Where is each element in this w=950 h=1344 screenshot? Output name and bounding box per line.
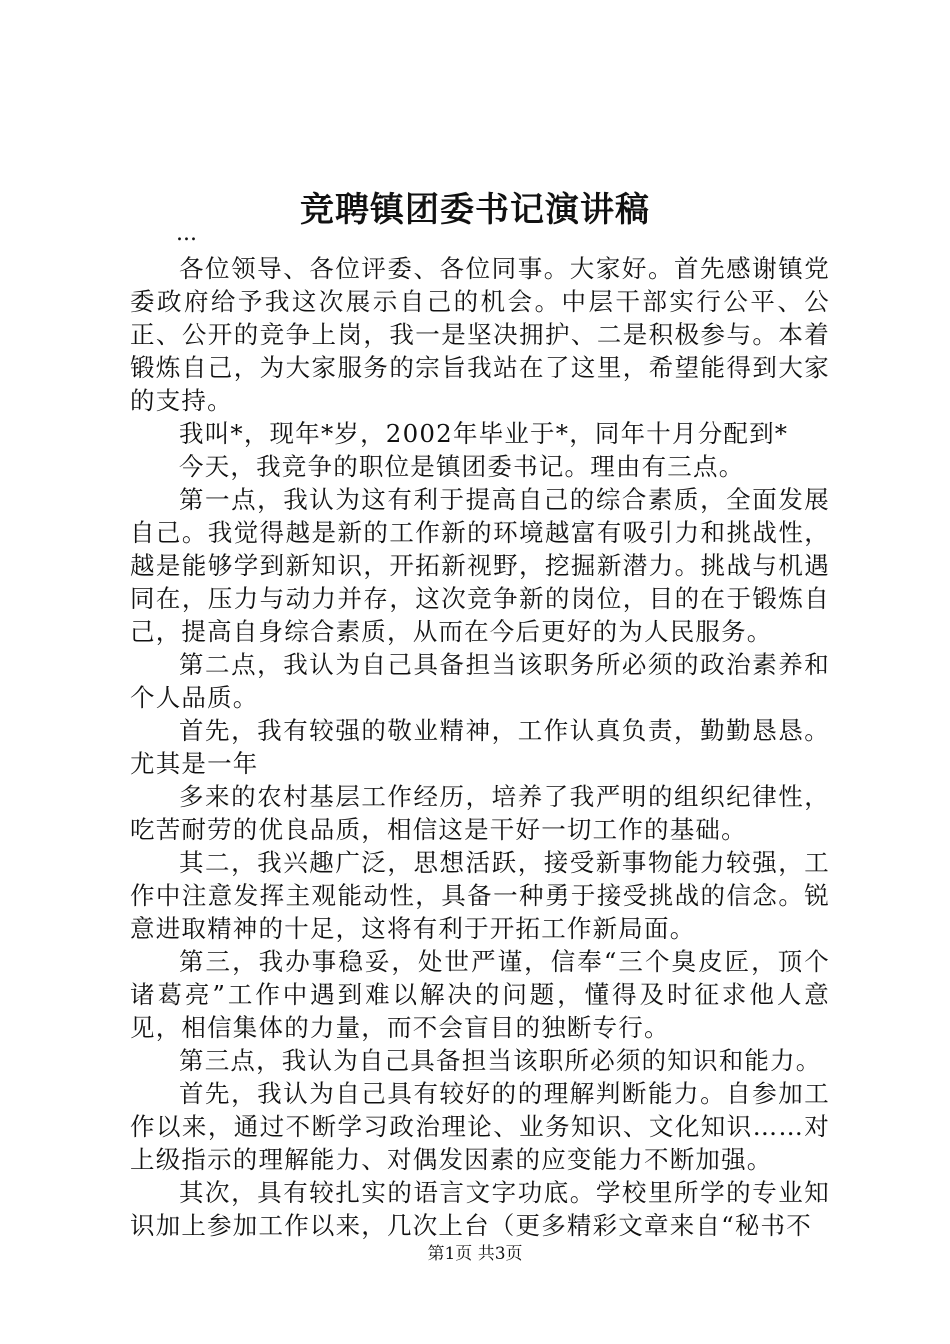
document-body bbox=[130, 222, 830, 1242]
paragraph-rural-experience: 多来的农村基层工作经历，培养了我严明的组织纪律性，吃苦耐劳的优良品质，相信这是干好一切工作的基础。 bbox=[130, 782, 830, 844]
paragraph-understanding-ability: 首先，我认为自己具有较好的的理解判断能力。自参加工作以来，通过不断学习政治理论、业务知识、文化知识……对上级指示的理解能力、对偶发因素的应变能力不断加强。 bbox=[130, 1079, 830, 1174]
paragraph-point-two: 第二点，我认为自己具备担当该职务所必须的政治素养和个人品质。 bbox=[130, 650, 830, 712]
page-footer: 第1页 共3页 bbox=[427, 1244, 523, 1264]
paragraph-point-one: 第一点，我认为这有利于提高自己的综合素质，全面发展自己。我觉得越是新的工作新的环境越富有吸引力和挑战性，越是能够学到新知识，开拓新视野，挖掘新潜力。挑战与机遇同在，压力与动力并存，这次竞争新的岗位，目的在于锻炼自己，提高自身综合素质，从而在今后更好的为人民服务。 bbox=[130, 485, 830, 646]
ellipsis-marker: ... bbox=[176, 221, 197, 246]
paragraph-second-quality: 其二，我兴趣广泛，思想活跃，接受新事物能力较强，工作中注意发挥主观能动性，具备一种勇于接受挑战的信念。锐意进取精神的十足，这将有利于开拓工作新局面。 bbox=[130, 848, 830, 943]
paragraph-self-intro: 我叫*，现年*岁，2002年毕业于*，同年十月分配到* bbox=[179, 419, 789, 448]
paragraph-greeting: 各位领导、各位评委、各位同事。大家好。首先感谢镇党委政府给予我这次展示自己的机会。中层干部实行公平、公正、公开的竞争上岗，我一是坚决拥护、二是积极参与。本着锻炼自己，为大家服务的宗旨我站在了这里，希望能得到大家的支持。 bbox=[130, 254, 830, 415]
paragraph-point-three: 第三点，我认为自己具备担当该职所必须的知识和能力。 bbox=[179, 1046, 822, 1075]
document-title: 竞聘镇团委书记演讲稿 bbox=[300, 190, 650, 230]
paragraph-position: 今天，我竞争的职位是镇团委书记。理由有三点。 bbox=[179, 452, 745, 481]
paragraph-third-quality: 第三，我办事稳妥，处世严谨，信奉“三个臭皮匠，顶个诸葛亮”工作中遇到难以解决的问题，懂得及时征求他人意见，相信集体的力量，而不会盲目的独断专行。 bbox=[130, 947, 830, 1042]
paragraph-first-quality: 首先，我有较强的敬业精神，工作认真负责，勤勤恳恳。尤其是一年 bbox=[130, 716, 830, 778]
paragraph-writing-ability: 其次，具有较扎实的语言文字功底。学校里所学的专业知识加上参加工作以来，几次上台（更多精彩文章来自“秘书不 bbox=[130, 1178, 830, 1240]
